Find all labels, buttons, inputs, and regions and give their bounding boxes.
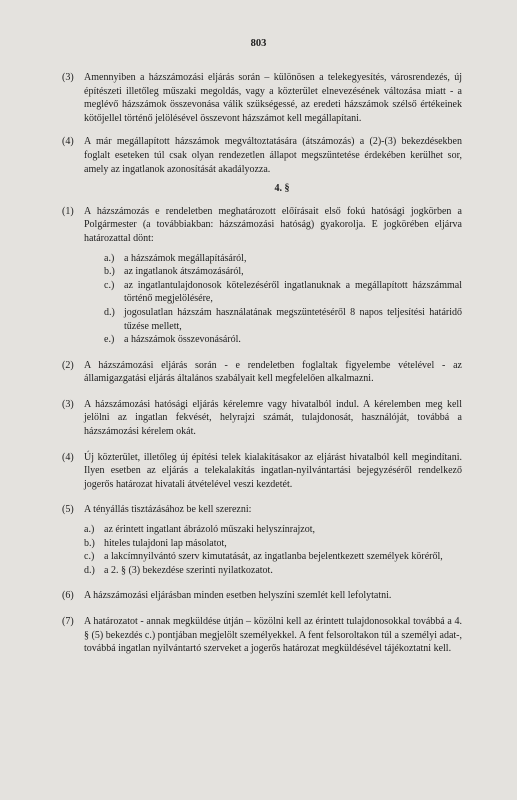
list-item-text: a 2. § (3) bekezdése szerinti nyilatkozatot. <box>104 564 273 576</box>
list-item-text: a házszámok megállapításáról, <box>124 252 247 264</box>
paragraph-4-6 <box>62 589 462 603</box>
list-item <box>104 333 462 347</box>
list-item <box>104 265 462 279</box>
list-item-label: c.) <box>84 551 95 563</box>
paragraph-number: (4) <box>62 136 74 148</box>
list-item-label: e.) <box>104 334 115 346</box>
list-item <box>104 306 462 333</box>
paragraph-text: A házszámozási hatósági eljárás kérelemre vagy hivatalból indul. A kérelemben meg kell jelölni az ingatlan fekvését, helyrajzi számát, tulajdonosát, használóját, továbbá a házszámozási kérelem okát. <box>84 398 462 438</box>
list-item-label: b.) <box>84 537 95 549</box>
paragraph-4-4 <box>62 451 462 492</box>
list-item-text: a lakcímnyilvántó szerv kimutatását, az ingatlanba bejelentkezett személyek köréről, <box>104 551 443 563</box>
paragraph-4-7 <box>62 615 462 656</box>
paragraph-text: A már megállapított házszámok megváltoztatására (átszámozás) a (2)-(3) bekezdésekben foglalt eseteken túl csak olyan rendezetlen állapot megszüntetése érdekében kerülhet sor, amely az ingatlanok azonosítását akadályozza. <box>84 136 462 175</box>
paragraph-number: (2) <box>62 359 74 371</box>
list-item <box>84 537 462 551</box>
list-item-text: jogosulatlan házszám használatának megszüntetéséről 8 napos teljesítési határidő tűzése mellett, <box>124 306 462 332</box>
paragraph-4-5 <box>62 503 462 517</box>
paragraph-3-3 <box>62 71 462 125</box>
paragraph-text: Új közterület, illetőleg új építési telek kialakításakor az eljárást hivatalból kell megindítani. Ilyen esetben az eljárás a telekalakítás ingatlan-nyilvántartási bejegyzéséről rendelkező jogerős határozat hivatali átvételével veszi kezdetét. <box>84 451 462 490</box>
list-item-label: b.) <box>104 266 115 278</box>
list-item-label: d.) <box>84 564 95 576</box>
paragraph-number: (5) <box>62 504 74 516</box>
list-item-label: a.) <box>84 524 95 536</box>
list-item-label: a.) <box>104 252 115 264</box>
paragraph-4-1 <box>62 205 462 246</box>
paragraph-number: (1) <box>62 205 74 217</box>
section-title: 4. § <box>274 183 290 195</box>
evidence-list <box>62 523 462 577</box>
paragraph-number: (7) <box>62 616 74 627</box>
paragraph-text: Amennyiben a házszámozási eljárás során – különösen a telekegyesítés, városrendezés, új építészeti illetőleg műszaki megoldás, vagy a közterület elnevezésének változása miatt - a meglévő házszámok összevonása válik szükségessé, az eredeti házszámok szélső értékeinek kötőjellel történő jelölésével összevont házszámot kell megállapítani. <box>84 72 462 124</box>
paragraph-number: (3) <box>62 72 74 83</box>
list-item-label: c.) <box>104 279 115 291</box>
paragraph-text: A házszámozási eljárás során - e rendeletben foglaltak figyelembe vételével - az államigazgatási eljárás általános szabályait kell megfelelően alkalmazni. <box>84 359 462 385</box>
paragraph-text: A határozatot - annak megküldése útján – közölni kell az érintett tulajdonosokkal továbbá a 4. § (5) bekezdés c.) pontjában megjelölt személyekkel. A fent felsoroltakon túl a személyi adat-, továbbá ingatlan nyilvántartó szerveket a jogerős határozat megküldésével tájékoztatni kell. <box>84 616 462 655</box>
paragraph-3-4 <box>62 135 462 176</box>
list-item <box>84 523 462 537</box>
list-item <box>84 550 462 564</box>
list-item <box>104 252 462 266</box>
list-item-text: az ingatlanok átszámozásáról, <box>124 266 244 278</box>
paragraph-text: A házszámozási eljárásban minden esetben helyszíni szemlét kell lefolytatni. <box>84 590 392 602</box>
decision-list <box>62 252 462 347</box>
document-body <box>62 71 462 656</box>
list-item-text: az ingatlantulajdonosok kötelezéséről ingatlanuknak a megállapított házszámmal történő megjelölésére, <box>124 279 462 305</box>
list-item <box>84 564 462 578</box>
paragraph-number: (6) <box>62 590 74 602</box>
list-item-text: a házszámok összevonásáról. <box>124 334 241 346</box>
paragraph-4-2 <box>62 359 462 386</box>
page-number: 803 <box>250 38 267 49</box>
paragraph-number: (4) <box>62 451 74 463</box>
list-item-label: d.) <box>104 306 115 318</box>
paragraph-text: A tényállás tisztázásához be kell szerezni: <box>84 504 252 516</box>
list-item <box>104 279 462 306</box>
paragraph-4-3 <box>62 398 462 439</box>
list-item-text: az érintett ingatlant ábrázoló műszaki helyszínrajzot, <box>104 524 316 536</box>
paragraph-text: A házszámozás e rendeletben meghatározott előírásait első fokú hatósági jogkörben a Polgármester (a továbbiakban: házszámozási hatóság) gyakorolja. E jogkörében eljárva határozattal dönt: <box>84 205 462 244</box>
paragraph-number: (3) <box>62 398 74 410</box>
list-item-text: hiteles tulajdoni lap másolatot, <box>104 537 227 549</box>
